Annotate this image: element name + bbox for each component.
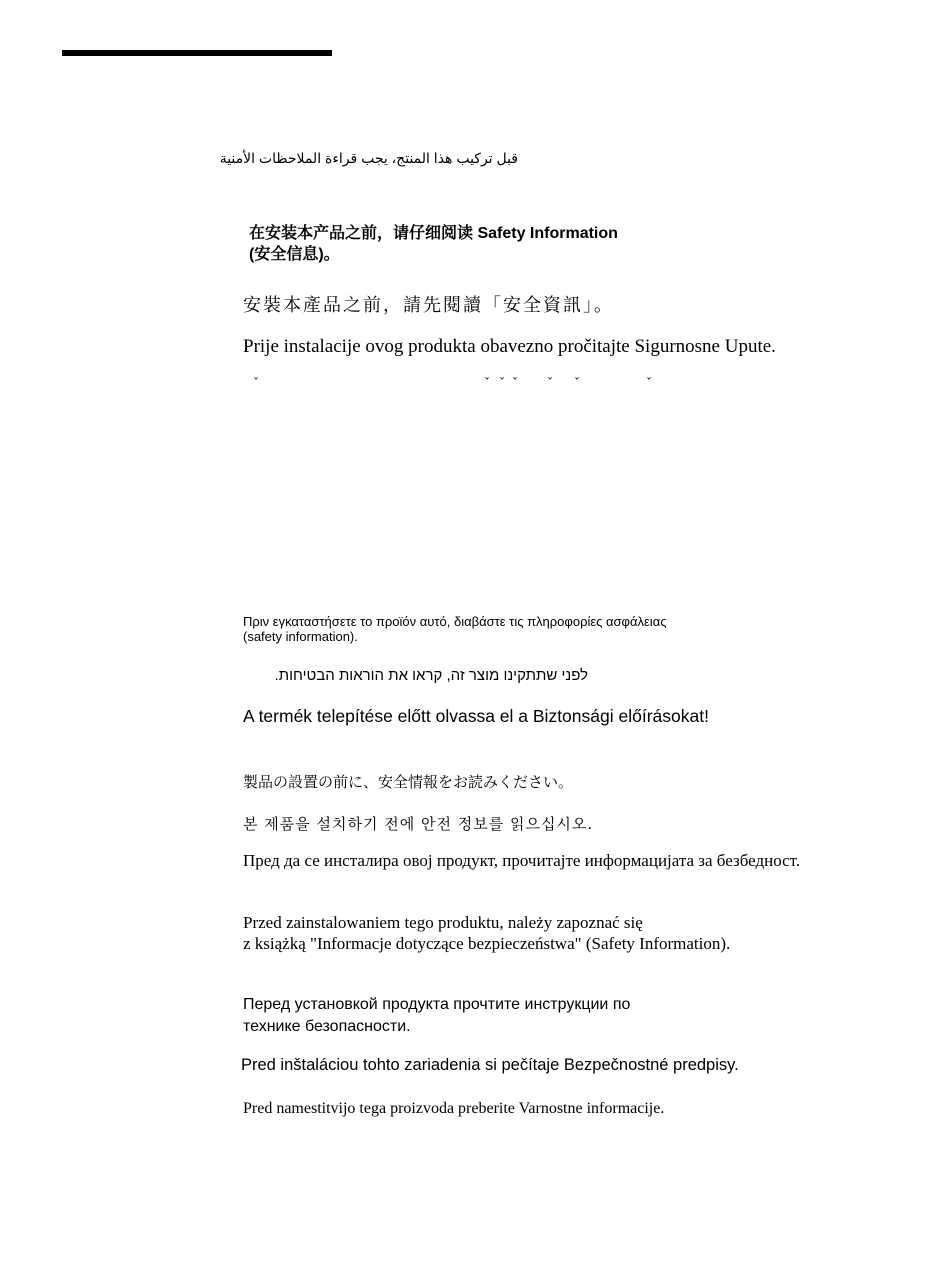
notice-hebrew: לפני שתתקינו מוצר זה, קראו את הוראות הבטיחות. — [274, 667, 588, 684]
notice-japanese: 製品の設置の前に、安全情報をお読みください。 — [243, 773, 574, 791]
notice-slovenian: Pred namestitvijo tega proizvoda preberite Varnostne informacije. — [243, 1100, 665, 1117]
notice-russian-line-1: Перед установкой продукта прочтите инструкции по — [243, 996, 631, 1013]
notice-polish-line-2: z książką "Informacje dotyczące bezpieczeństwa" (Safety Information). — [243, 934, 731, 953]
notice-croatian: Prije instalacije ovog produkta obavezno pročitajte Sigurnosne Upute. — [243, 336, 776, 357]
header-rule — [62, 50, 332, 56]
notice-chinese-traditional: 安裝本產品之前，請先閱讀「安全資訊」。 — [243, 295, 614, 316]
czech-caron-mark: ˇ — [646, 376, 652, 390]
notice-chinese-simplified-line-2: (安全信息)。 — [249, 246, 340, 263]
notice-slovak: Pred inštaláciou tohto zariadenia si pečítaje Bezpečnostné predpisy. — [241, 1056, 739, 1074]
czech-caron-mark: ˇ — [499, 376, 505, 390]
notice-hungarian: A termék telepítése előtt olvassa el a Biztonsági előírásokat! — [243, 706, 709, 726]
czech-caron-mark: ˇ — [547, 376, 553, 390]
notice-polish-line-1: Przed zainstalowaniem tego produktu, należy zapoznać się — [243, 913, 643, 932]
notice-macedonian: Пред да се инсталира овој продукт, прочитајте информацијата за безбедност. — [243, 851, 801, 870]
czech-caron-mark: ˇ — [512, 376, 518, 390]
notice-korean: 본 제품을 설치하기 전에 안전 정보를 읽으십시오. — [243, 815, 594, 833]
notice-czech-diacritics — [243, 376, 663, 390]
czech-caron-mark: ˇ — [574, 376, 580, 390]
notice-greek-line-1: Πριν εγκαταστήσετε το προϊόν αυτό, διαβάστε τις πληροφορίες ασφάλειας — [243, 614, 667, 629]
notice-arabic: قبل تركيب هذا المنتج، يجب قراءة الملاحظات الأمنية — [219, 150, 518, 166]
notice-russian-line-2: технике безопасности. — [243, 1018, 411, 1035]
czech-caron-mark: ˇ — [253, 376, 259, 390]
notice-greek-line-2: (safety information). — [243, 629, 358, 644]
notice-chinese-simplified-line-1: 在安装本产品之前，请仔细阅读 Safety Information — [249, 225, 618, 242]
czech-caron-mark: ˇ — [484, 376, 490, 390]
